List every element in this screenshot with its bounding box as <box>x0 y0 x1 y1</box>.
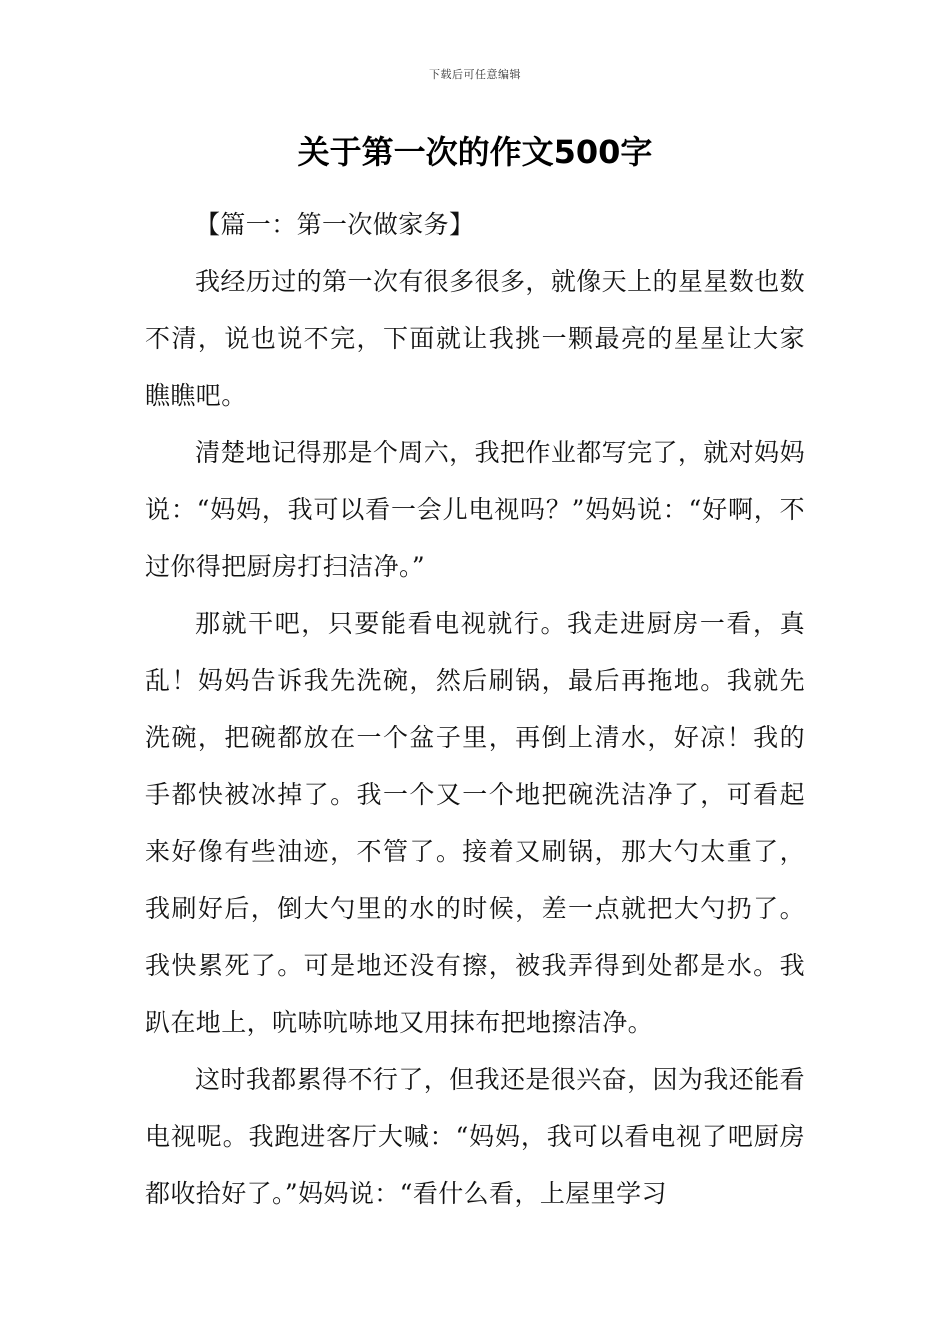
page-title: 关于第一次的作文500字 <box>297 133 653 171</box>
paragraph-1: 我经历过的第一次有很多很多，就像天上的星星数也数不清，说也说不完，下面就让我挑一颗最亮的星星让大家瞧瞧吧。 <box>145 267 805 410</box>
paragraph-4: 这时我都累得不行了，但我还是很兴奋，因为我还能看电视呢。我跑进客厅大喊：“妈妈，我可以看电视了吧厨房都收拾好了。”妈妈说：“看什么看，上屋里学习 <box>145 1065 805 1208</box>
paragraph-2: 清楚地记得那是个周六，我把作业都写完了，就对妈妈说：“妈妈，我可以看一会儿电视吗？”妈妈说：“好啊，不过你得把厨房打扫洁净。” <box>145 438 805 581</box>
header-note: 下载后可任意编辑 <box>429 68 521 81</box>
paragraph-3: 那就干吧，只要能看电视就行。我走进厨房一看，真乱！妈妈告诉我先洗碗，然后刷锅，最后再拖地。我就先洗碗，把碗都放在一个盆子里，再倒上清水，好凉！我的手都快被冰掉了。我一个又一个地把碗洗洁净了，可看起来好像有些油迹，不管了。接着又刷锅，那大勺太重了，我刷好后，倒大勺里的水的时候，差一点就把大勺扔了。我快累死了。可是地还没有擦，被我弄得到处都是水。我趴在地上，吭哧吭哧地又用抹布把地擦洁净。 <box>145 609 805 1037</box>
section-heading: 【篇一：第一次做家务】 <box>195 210 475 239</box>
essay-body <box>145 196 805 1222</box>
